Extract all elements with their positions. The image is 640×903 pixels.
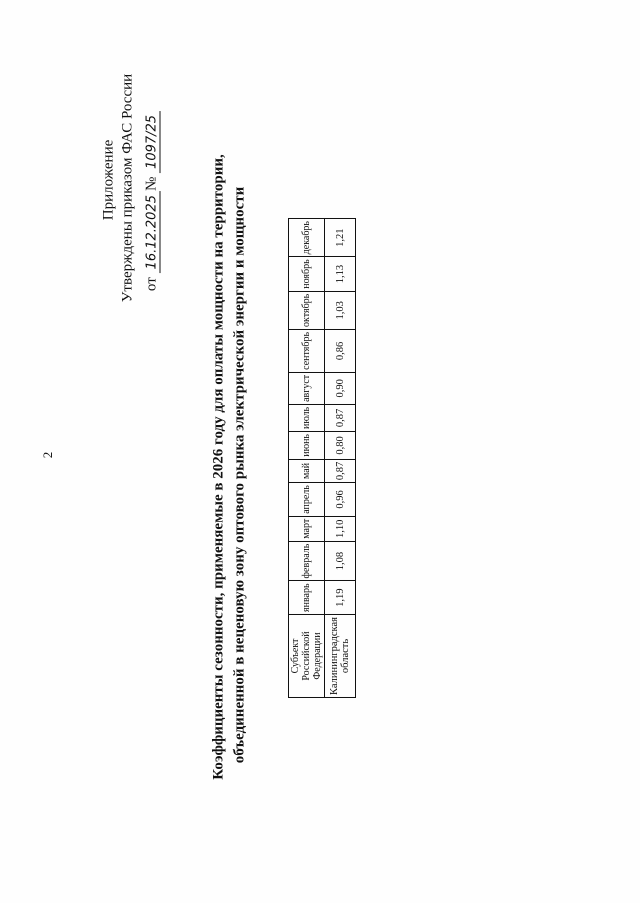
subject-column-header: Субъект Российской Федерации bbox=[289, 614, 325, 697]
month-header-february: февраль bbox=[289, 541, 325, 581]
order-date-handwritten: 16.12.2025 bbox=[145, 191, 161, 273]
coefficient-cell: 0,86 bbox=[325, 329, 356, 372]
month-header-august: август bbox=[289, 372, 325, 404]
month-header-march: март bbox=[289, 516, 325, 541]
coefficient-cell: 1,21 bbox=[325, 219, 356, 257]
coefficients-table bbox=[288, 218, 356, 698]
subject-cell: Калининградская область bbox=[325, 614, 356, 697]
month-header-december: декабрь bbox=[289, 219, 325, 257]
coefficient-cell: 0,87 bbox=[325, 404, 356, 431]
approval-line: Утверждены приказом ФАС России bbox=[119, 73, 136, 303]
order-number-sign: № bbox=[143, 176, 160, 192]
month-header-september: сентябрь bbox=[289, 329, 325, 372]
coefficient-cell: 1,10 bbox=[325, 516, 356, 541]
coefficients-table-container bbox=[288, 218, 356, 698]
coefficient-cell: 1,13 bbox=[325, 257, 356, 291]
coefficient-cell: 0,80 bbox=[325, 432, 356, 460]
order-prefix: от bbox=[143, 277, 160, 292]
document-title-line-2: объединенной в неценовую зону оптового рынка электрической энергии и мощности bbox=[231, 186, 248, 764]
order-reference bbox=[144, 111, 161, 291]
month-header-january: январь bbox=[289, 581, 325, 615]
coefficient-cell: 1,03 bbox=[325, 291, 356, 329]
table-header-row bbox=[289, 219, 325, 698]
month-header-april: апрель bbox=[289, 483, 325, 517]
month-header-may: май bbox=[289, 459, 325, 482]
appendix-label: Приложение bbox=[100, 139, 117, 221]
month-header-november: ноябрь bbox=[289, 257, 325, 291]
month-header-october: октябрь bbox=[289, 291, 325, 329]
coefficient-cell: 1,08 bbox=[325, 541, 356, 581]
month-header-june: июнь bbox=[289, 432, 325, 460]
coefficient-cell: 1,19 bbox=[325, 581, 356, 615]
coefficient-cell: 0,96 bbox=[325, 483, 356, 517]
coefficient-cell: 0,90 bbox=[325, 372, 356, 404]
table-row bbox=[325, 219, 356, 698]
month-header-july: июль bbox=[289, 404, 325, 431]
page-number: 2 bbox=[40, 451, 55, 459]
order-number-handwritten: 1097/25 bbox=[145, 111, 161, 173]
document-title-line-1: Коэффициенты сезонности, применяемые в 2026 году для оплаты мощности на территории, bbox=[210, 154, 227, 780]
coefficient-cell: 0,87 bbox=[325, 459, 356, 482]
